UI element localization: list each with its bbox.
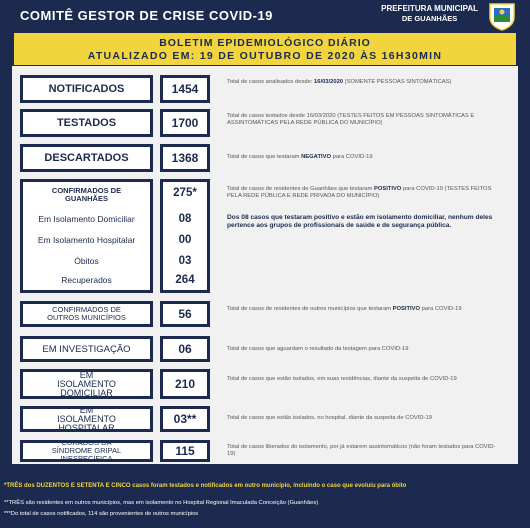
desc-confirmados [227, 186, 502, 200]
value-descartados: 1368 [160, 144, 210, 172]
desc-investigacao: Total de casos que aguardam o resultado da testagem para COVID-19 [227, 346, 409, 352]
label-confirmados: CONFIRMADOS DE GUANHÃES [51, 186, 122, 203]
value-recuperados: 264 [175, 274, 195, 286]
value-isolamento-hospitalar: 00 [178, 234, 192, 246]
value-notificados: 1454 [160, 75, 210, 103]
desc-outros-municipios [227, 306, 502, 313]
sub-label-isolamento-domiciliar: Em Isolamento Domiciliar [38, 214, 135, 224]
desc-notificados-a: Total de casos analisados desde: [227, 79, 315, 85]
confirmados-value-box [160, 179, 210, 293]
value-isolamento-domiciliar: 08 [178, 213, 192, 225]
prefeitura-line2: DE GUANHÃES [401, 14, 458, 23]
prefeitura-line1: PREFEITURA MUNICIPAL [381, 4, 478, 13]
footer-notes [0, 478, 530, 528]
footnote-2: **TRÊS são residentes em outros municípios, mas em isolamento no Hospital Regional Imaculada Conceição (Guanhães) [4, 500, 319, 506]
header-bar [0, 0, 530, 32]
desc-confirmados-c: para COVID-19 (TESTES FEITOS PELA REDE PÚBLICA E REDE PRIVADA DO MUNICÍPIO) [227, 186, 492, 199]
stats-panel [12, 66, 518, 464]
prefeitura-name [381, 4, 478, 24]
desc-outros-b: POSITIVO [392, 306, 421, 312]
bulletin-title: BOLETIM EPIDEMIOLÓGICO DIÁRIO [159, 37, 371, 49]
value-em-isolamento-domiciliar: 210 [160, 369, 210, 399]
bulletin-banner [14, 33, 516, 65]
label-outros-municipios: CONFIRMADOS DE OUTROS MUNICÍPIOS [20, 301, 153, 327]
label-testados: TESTADOS [20, 109, 153, 137]
desc-notificados [227, 79, 502, 86]
bulletin-updated: ATUALIZADO EM: 19 DE OUTUBRO DE 2020 ÀS 16H30MIN [87, 50, 443, 62]
label-isolamento-hospitalar: EM ISOLAMENTO HOSPITALAR [20, 406, 153, 432]
value-curados: 115 [160, 440, 210, 462]
value-investigacao: 06 [160, 336, 210, 362]
value-outros-municipios: 56 [160, 301, 210, 327]
desc-isolamento-hospitalar: Total de casos que estão isolados, no hospital, diante da suspeita de COVID-19 [227, 415, 432, 421]
desc-outros-c: para COVID-19 [420, 306, 462, 312]
desc-curados: Total de casos liberados do isolamento, por já estarem assintomáticos (não foram testados para COVID-19) [227, 444, 496, 457]
desc-descartados-c: para COVID-19 [330, 154, 373, 160]
value-confirmados: 275* [173, 187, 197, 199]
desc-confirmados-b: POSITIVO [373, 186, 402, 192]
desc-descartados-a: Total de casos que testaram [227, 154, 302, 160]
sub-label-obitos: Óbitos [74, 256, 99, 266]
desc-descartados [227, 154, 502, 161]
label-descartados: DESCARTADOS [20, 144, 153, 172]
municipal-crest-icon [486, 1, 518, 31]
desc-descartados-b: NEGATIVO [301, 154, 331, 160]
desc-confirmados-a: Total de casos de residentes de Guanhães que testaram [227, 186, 374, 192]
label-notificados: NOTIFICADOS [20, 75, 153, 103]
confirmados-note: Dos 08 casos que testaram positivo e estão em isolamento domiciliar, nenhum deles pertence aos grupos de profissionais de saúde e de segurança pública. [227, 214, 493, 229]
desc-outros-a: Total de casos de residentes de outros municípios que testaram [227, 306, 393, 312]
sub-label-recuperados: Recuperados [61, 275, 112, 285]
confirmados-label-box [20, 179, 153, 293]
value-testados: 1700 [160, 109, 210, 137]
footnote-3: ***Do total de casos notificados, 114 são provenientes de outros municípios [4, 511, 199, 517]
desc-isolamento-domiciliar: Total de casos que estão isolados, em suas residências, diante da suspeita de COVID-19 [227, 376, 457, 382]
value-obitos: 03 [178, 255, 192, 267]
label-investigacao: EM INVESTIGAÇÃO [20, 336, 153, 362]
footnote-1: *TRÊS dos DUZENTOS E SETENTA E CINCO casos foram testados e notificados em outro município, incluindo o caso que evoluiu para óbito [4, 483, 407, 489]
label-isolamento-domiciliar: EM ISOLAMENTO DOMICILIAR [20, 369, 153, 399]
desc-notificados-c: (SOMENTE PESSOAS SINTOMÁTICAS) [343, 79, 452, 85]
sub-label-isolamento-hospitalar: Em Isolamento Hospitalar [37, 235, 136, 245]
desc-testados: Total de casos testados desde 16/03/2020 (TESTES FEITOS EM PESSOAS SINTOMÁTICAS E ASSINTOMÁTICAS PELA REDE PÚBLICA DO MUNICÍPIO) [227, 113, 475, 126]
label-curados: CURADOS DA SÍNDROME GRIPAL INESPECÍFICA [20, 440, 153, 462]
desc-notificados-date: 16/03/2020 [314, 79, 344, 85]
value-em-isolamento-hospitalar: 03** [160, 406, 210, 432]
committee-title: COMITÊ GESTOR DE CRISE COVID-19 [20, 8, 273, 23]
